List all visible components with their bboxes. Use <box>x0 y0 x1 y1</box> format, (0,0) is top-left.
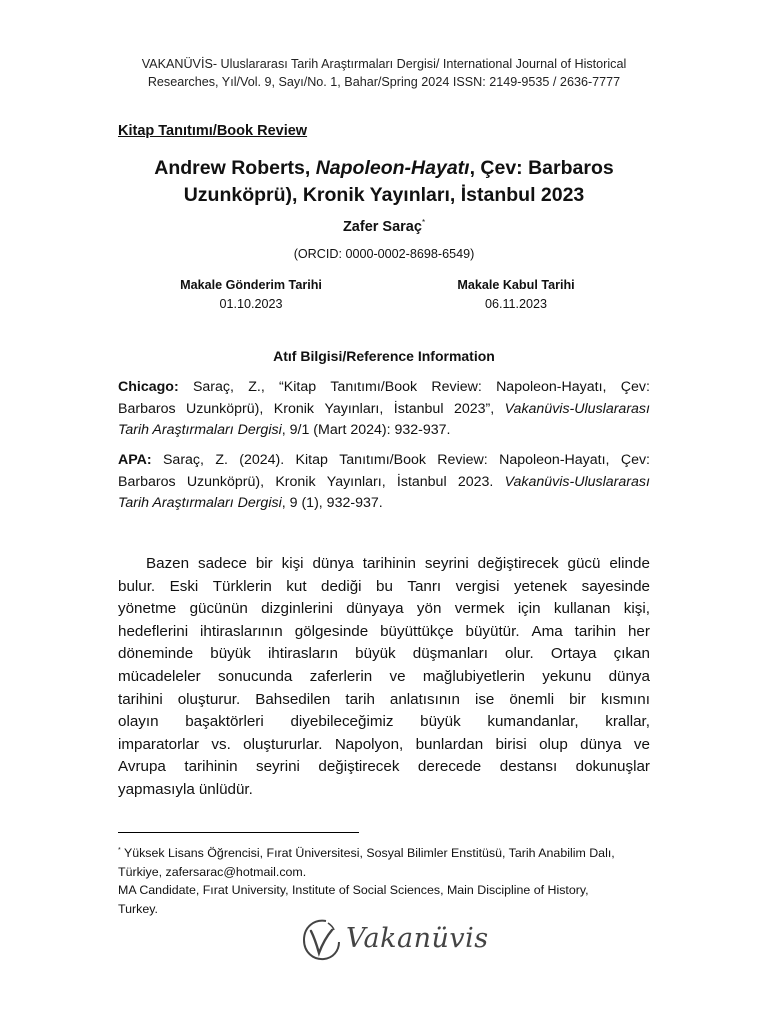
citation-line: Barbaros Uzunköprü), Kronik Yayınları, İstanbul 2023. Vakanüvis-Uluslararası <box>118 472 650 494</box>
body-word: dizginlerini <box>261 600 333 618</box>
body-word: ihtiraslarının <box>200 622 283 640</box>
section-label: Kitap Tanıtımı/Book Review <box>118 123 308 139</box>
body-word: dünya <box>608 667 650 685</box>
body-line <box>118 666 650 689</box>
running-header-line: VAKANÜVİS- Uluslararası Tarih Araştırmaları Dergisi/ International Journal of Historical <box>141 57 627 71</box>
body-line <box>118 779 650 802</box>
body-word: seyrini <box>424 555 469 572</box>
title-text: Uzunköprü), Kronik Yayınları, İstanbul 2023 <box>183 184 585 206</box>
body-word: çıkan <box>613 645 650 663</box>
body-word: sonucunda <box>218 667 293 685</box>
body-line <box>118 598 650 621</box>
body-word: başaktörleri <box>185 713 264 731</box>
body-word: diyebileceğimiz <box>290 713 394 731</box>
body-word: birisi <box>495 735 527 753</box>
body-word: dünyaya <box>346 600 404 618</box>
body-word: vs. <box>211 735 231 753</box>
body-word: kut <box>286 577 307 595</box>
footnote-line: Türkiye, zafersarac@hotmail.com. <box>118 864 307 879</box>
body-word: Napolyon, <box>334 735 404 753</box>
body-word: yapmasıyla <box>118 780 195 798</box>
citation-line: Barbaros Uzunköprü), Kronik Yayınları, İstanbul 2023”, Vakanüvis-Uluslararası <box>118 399 650 421</box>
body-word: Bazen <box>146 555 190 572</box>
body-word: sayesinde <box>581 577 650 595</box>
body-line <box>118 734 650 757</box>
body-line <box>118 553 650 576</box>
body-word: Eski <box>169 577 199 595</box>
body-word: dediği <box>321 577 362 595</box>
body-word: tarihinin <box>184 758 238 776</box>
journal-name: Tarih Araştırmaları Dergisi <box>118 495 282 511</box>
body-line <box>118 643 650 666</box>
body-paragraph <box>118 553 650 802</box>
body-word: bulur. <box>118 577 156 595</box>
body-word: Tanrı <box>407 577 442 595</box>
footnote-marker[interactable]: * <box>421 218 426 227</box>
body-word: önemli <box>509 690 555 708</box>
body-word: bu <box>376 577 393 595</box>
apa-citation <box>118 450 650 515</box>
body-word: büyük <box>355 645 396 663</box>
article-title <box>100 155 668 209</box>
body-word: Ama <box>531 622 563 640</box>
body-word: büyütür. <box>465 622 520 640</box>
body-word: derecede <box>417 758 482 776</box>
body-word: kullanan <box>553 600 611 618</box>
body-word: ünlüdür. <box>198 780 253 798</box>
body-word: ihtirasların <box>267 645 338 663</box>
body-word: imparatorlar <box>118 735 200 753</box>
citation-line: Chicago: Saraç, Z., “Kitap Tanıtımı/Book Review: Napoleon-Hayatı, Çev: <box>118 377 650 399</box>
vakanuvis-logo <box>298 915 489 967</box>
footnote-line: Turkey. <box>118 901 158 916</box>
body-word: krallar, <box>605 713 650 731</box>
body-word: gölgesinde <box>294 622 369 640</box>
body-word: mücadeleler <box>118 667 201 685</box>
footnote <box>118 842 650 918</box>
body-word: bunlardan <box>415 735 484 753</box>
body-word: Türklerin <box>212 577 272 595</box>
running-header <box>80 55 688 91</box>
body-word: dünya <box>312 555 354 572</box>
body-word: seyrini <box>256 758 300 776</box>
body-word: için <box>517 600 541 618</box>
body-word: vergisi <box>455 577 500 595</box>
body-word: hedeflerini <box>118 622 189 640</box>
acceptance-date <box>396 276 636 314</box>
title-text: , Çev: Barbaros <box>469 157 614 179</box>
body-word: tarihin <box>574 622 617 640</box>
body-word: Avrupa <box>118 758 166 776</box>
body-word: olup <box>539 735 568 753</box>
body-word: değiştirecek <box>477 555 559 572</box>
body-word: olayın <box>118 713 159 731</box>
footnote-divider <box>118 832 359 833</box>
body-word: oluşturur. <box>177 690 241 708</box>
body-word: döneminde <box>118 645 194 663</box>
citation-line: Tarih Araştırmaları Dergisi , 9 (1), 932-937. <box>118 493 650 515</box>
body-word: yönetme <box>118 600 177 618</box>
body-word: mağlubiyetlerin <box>422 667 525 685</box>
orcid-id: (ORCID: 0000-0002-8698-6549) <box>293 247 475 261</box>
body-word: ise <box>474 690 495 708</box>
footnote-line: MA Candidate, Fırat University, Institute of Social Sciences, Main Discipline of History, <box>118 883 589 898</box>
title-text: Andrew Roberts, <box>154 157 316 179</box>
footnote-line: * Yüksek Lisans Öğrencisi, Fırat Üniversitesi, Sosyal Bilimler Enstitüsü, Tarih Anabilim Dalı, <box>118 846 615 861</box>
body-word: büyük <box>420 713 461 731</box>
author-name <box>0 218 768 235</box>
title-book-name: Napoleon-Hayatı <box>315 157 470 179</box>
body-word: ve <box>633 735 650 753</box>
body-word: ve <box>389 667 406 685</box>
body-word: yekunu <box>542 667 592 685</box>
body-word: düşmanları <box>412 645 488 663</box>
body-word: zaferlerin <box>309 667 373 685</box>
body-word: vermek <box>454 600 505 618</box>
body-word: olur. <box>505 645 534 663</box>
body-word: oluştururlar. <box>243 735 323 753</box>
body-word: Bahsedilen <box>255 690 331 708</box>
body-word: yön <box>416 600 442 618</box>
body-word: değiştirecek <box>318 758 400 776</box>
body-word: Ortaya <box>550 645 597 663</box>
body-word: gücü <box>567 555 601 572</box>
citation-label: Chicago: <box>118 379 179 395</box>
body-word: destansı <box>499 758 558 776</box>
submission-date-value: 01.10.2023 <box>219 297 283 311</box>
logo-emblem-icon <box>298 915 344 963</box>
body-word: dokunuşlar <box>575 758 650 776</box>
body-word: büyük <box>210 645 251 663</box>
journal-name: Vakanüvis-Uluslararası <box>504 473 650 490</box>
body-word: bir <box>569 690 586 708</box>
body-word: kişi, <box>623 600 650 618</box>
body-line <box>118 576 650 599</box>
body-line <box>118 711 650 734</box>
citation-line: Tarih Araştırmaları Dergisi , 9/1 (Mart 2024): 932-937. <box>118 420 650 442</box>
citation-label: APA: <box>118 452 152 468</box>
author-name-text: Zafer Saraç <box>342 218 422 235</box>
body-word: elinde <box>609 555 650 572</box>
body-word: anlatısının <box>389 690 460 708</box>
reference-heading: Atıf Bilgisi/Reference Information <box>273 348 495 364</box>
logo-text: Vakanüvis <box>346 923 489 954</box>
body-word: tarihinin <box>362 555 416 572</box>
footnote-marker: * <box>118 847 121 854</box>
body-word: yetenek <box>513 577 568 595</box>
journal-name: Vakanüvis-Uluslararası <box>504 400 650 417</box>
body-word: kumandanlar, <box>487 713 579 731</box>
acceptance-date-label: Makale Kabul Tarihi <box>457 278 575 292</box>
body-word: bir <box>255 555 273 572</box>
submission-date <box>131 276 371 314</box>
body-line <box>118 689 650 712</box>
journal-name: Tarih Araştırmaları Dergisi <box>118 422 282 438</box>
body-word: gücünün <box>189 600 248 618</box>
body-word: dünya <box>580 735 622 753</box>
body-word: her <box>627 622 650 640</box>
body-word: kişi <box>281 555 304 572</box>
body-word: tarihini <box>118 690 163 708</box>
body-word: kısmını <box>600 690 650 708</box>
chicago-citation <box>118 377 650 442</box>
acceptance-date-value: 06.11.2023 <box>484 297 548 311</box>
citation-line: APA: Saraç, Z. (2024). Kitap Tanıtımı/Book Review: Napoleon-Hayatı, Çev: <box>118 450 650 472</box>
body-word: sadece <box>197 555 247 572</box>
body-line <box>118 756 650 779</box>
body-word: büyüttükçe <box>380 622 454 640</box>
running-header-line: Researches, Yıl/Vol. 9, Sayı/No. 1, Bahar/Spring 2024 ISSN: 2149-9535 / 2636-7777 <box>147 75 621 89</box>
body-line <box>118 621 650 644</box>
body-word: tarih <box>345 690 375 708</box>
submission-date-label: Makale Gönderim Tarihi <box>180 278 322 292</box>
